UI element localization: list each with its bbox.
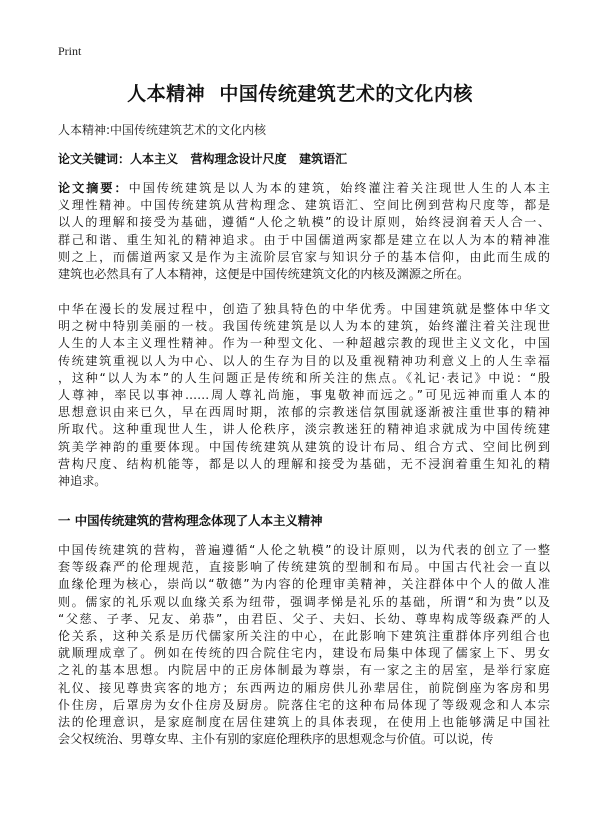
body-paragraph [58, 301, 550, 490]
text-line-content: 套等级森严的伦理规范，直接影响了传统建筑的型制和布局。中国古代社会一直以 [58, 560, 550, 575]
text-line-content: 就顺理成章了。例如在传统的四合院住宅内，建设布局集中体现了儒家上下、男女 [58, 646, 550, 661]
text-line [58, 576, 550, 593]
text-line [58, 473, 550, 490]
text-line-content: 之礼的基本思想。内院居中的正房体制最为尊崇，有一家之主的居室，是举行家庭 [58, 663, 550, 678]
text-line [58, 559, 550, 576]
text-line [58, 370, 550, 387]
section-heading: 一 中国传统建筑的营构理念体现了人本主义精神 [58, 513, 323, 528]
article-subtitle: 人本精神:中国传统建筑艺术的文化内核 [58, 123, 267, 137]
print-link[interactable]: Print [58, 44, 82, 58]
text-line [58, 714, 550, 731]
text-line-content: 明之树中特别美丽的一枝。我国传统建筑是以人为本的建筑，始终灌注着关注现世 [58, 319, 550, 334]
text-line-content: 人尊神，率民以事神……周人尊礼尚施，事鬼敬神而远之。”可见远神而重人本的 [58, 387, 550, 402]
text-line-content: 神追求。 [58, 473, 107, 488]
body-paragraph [58, 542, 550, 748]
abstract-paragraph [58, 180, 550, 283]
text-line-content: 中国传统建筑的营构，普遍遵循“人伦之轨模”的设计原则，以为代表的创立了一整 [58, 543, 550, 557]
text-line [58, 731, 550, 748]
text-line [58, 421, 550, 438]
text-line-content: 以人的理解和接受为基础，遵循“人伦之轨模”的设计原则，始终浸润着天人合一、 [58, 215, 550, 230]
text-line [58, 628, 550, 645]
text-line-content: 所取代。这种重现世人生，讲人伦秩序，淡宗教迷狂的精神追求就成为中国传统建 [58, 422, 550, 437]
text-line-content: ，这种“以人为本”的人生问题正是传统和所关注的焦点。《礼记·表记》中说：“殷 [58, 370, 550, 385]
text-line-content: 传统建筑重视以人为中心、以人的生存为目的以及重视精神功利意义上的人生幸福 [58, 353, 550, 368]
text-line [58, 404, 550, 421]
text-line [58, 662, 550, 679]
text-line-content: 群己和谐、重生知礼的精神追求。由于中国儒道两家都是建立在以人为本的精神准 [58, 232, 550, 247]
text-line-content: 则之上，而儒道两家又是作为主流阶层官家与知识分子的基本信仰，由此而生成的 [58, 249, 550, 264]
page-title: 人本精神 中国传统建筑艺术的文化内核 [127, 83, 473, 105]
text-line [58, 680, 550, 697]
text-line [58, 214, 550, 231]
text-line [58, 439, 550, 456]
text-line [58, 697, 550, 714]
text-line-content: 会父权统治、男尊女卑、主仆有别的家庭伦理秩序的思想观念与价值。可以说，传 [58, 732, 494, 747]
text-line [58, 645, 550, 662]
text-line-content: 中华在漫长的发展过程中，创造了独具特色的中华优秀。中国建筑就是整体中华文 [58, 302, 550, 316]
text-line [58, 542, 550, 559]
text-line [58, 249, 550, 266]
text-line [58, 353, 550, 370]
text-line-content: 礼仪、接见尊贵宾客的地方；东西两边的厢房供儿孙辈居住，前院倒座为客房和男 [58, 680, 550, 695]
text-line [58, 232, 550, 249]
abstract-label: 论文摘要： [58, 181, 129, 195]
text-line-content: 法的伦理意识，是家庭制度在居住建筑上的具体表现，在使用上也能够满足中国社 [58, 714, 550, 729]
text-line [58, 318, 550, 335]
text-line-content: 筑美学神韵的重要体现。中国传统建筑从建筑的设计布局、组合方式、空间比例到 [58, 439, 550, 454]
text-line [58, 301, 550, 318]
text-line-content: 仆住房，后罩房为女仆住房及厨房。院落住宅的这种布局体现了等级观念和人本宗 [58, 697, 550, 712]
text-line-content: 义理性精神。中国传统建筑从营构理念、建筑语汇、空间比例到营构尺度等，都是 [58, 198, 550, 213]
text-line-content: 建筑也必然具有了人本精神，这便是中国传统建筑文化的内核及渊源之所在。 [58, 266, 470, 281]
text-line [58, 611, 550, 628]
text-line [58, 180, 550, 197]
text-line-content: 中国传统建筑是以人为本的建筑，始终灌注着关注现世人生的人本主 [128, 181, 550, 195]
text-line-content: 则。儒家的礼乐观以血缘关系为纽带，强调孝悌是礼乐的基础，所谓“和为贵”以及 [58, 594, 550, 609]
text-line [58, 387, 550, 404]
text-line-content: 思想意识由来已久，早在西周时期，浓郁的宗教迷信氛围就逐渐被注重世事的精神 [58, 405, 550, 420]
text-line-content: 血缘伦理为核心，崇尚以“敬德”为内容的伦理审美精神，关注群体中个人的做人准 [58, 577, 550, 592]
text-line [58, 335, 550, 352]
text-line [58, 266, 550, 283]
keywords-line: 论文关键词：人本主义 营构理念设计尺度 建筑语汇 [58, 152, 348, 166]
text-line [58, 594, 550, 611]
text-line-content: 营构尺度、结构机能等，都是以人的理解和接受为基础，无不浸润着重生知礼的精 [58, 456, 550, 471]
text-line [58, 456, 550, 473]
text-line-content: 人生的人本主义理性精神。作为一种型文化、一种超越宗教的现世主义文化，中国 [58, 336, 550, 351]
text-line-content: “父慈、子孝、兄友、弟恭”，由君臣、父子、夫妇、长幼、尊卑构成等级森严的人 [58, 611, 550, 626]
text-line-content: 伦关系，这种关系是历代儒家所关注的中心，在此影响下建筑注重群体序列组合也 [58, 628, 550, 643]
text-line [58, 197, 550, 214]
